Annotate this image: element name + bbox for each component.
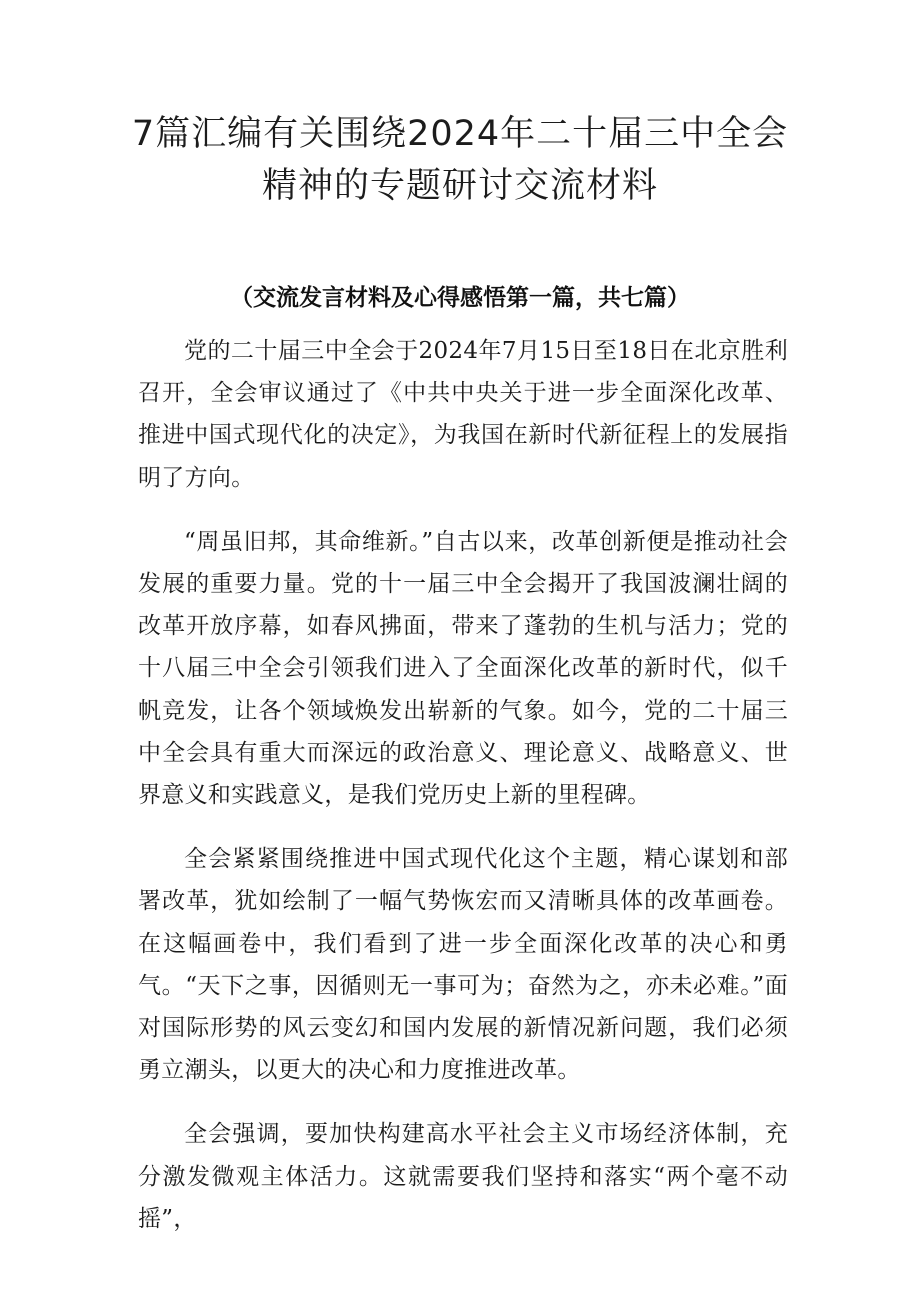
paragraph-4: 全会强调，要加快构建高水平社会主义市场经济体制，充分激发微观主体活力。这就需要我们坚持和落实“两个毫不动摇”， bbox=[138, 1121, 788, 1232]
document-body bbox=[138, 330, 788, 1262]
document-title-line-2: 精神的专题研讨交流材料 bbox=[261, 166, 658, 206]
paragraph-2: “周虽旧邦，其命维新。”自古以来，改革创新便是推动社会发展的重要力量。党的十一届三中全会揭开了我国波澜壮阔的改革开放序幕，如春风拂面，带来了蓬勃的生机与活力；党的十八届三中全会引领我们进入了全面深化改革的新时代，似千帆竞发，让各个领域焕发出崭新的气象。如今，党的二十届三中全会具有重大而深远的政治意义、理论意义、战略意义、世界意义和实践意义，是我们党历史上新的里程碑。 bbox=[138, 528, 788, 809]
document-subtitle: （交流发言材料及心得感悟第一篇，共七篇） bbox=[230, 285, 690, 311]
document-title-line-1: 7篇汇编有关围绕2024年二十届三中全会 bbox=[131, 114, 789, 154]
paragraph-1: 党的二十届三中全会于2024年7月15日至18日在北京胜利召开，全会审议通过了《中共中央关于进一步全面深化改革、推进中国式现代化的决定》，为我国在新时代新征程上的发展指明了方向。 bbox=[138, 338, 788, 491]
paragraph-3: 全会紧紧围绕推进中国式现代化这个主题，精心谋划和部署改革，犹如绘制了一幅气势恢宏而又清晰具体的改革画卷。在这幅画卷中，我们看到了进一步全面深化改革的决心和勇气。“天下之事，因循则无一事可为；奋然为之，亦未必难。”面对国际形势的风云变幻和国内发展的新情况新问题，我们必须勇立潮头，以更大的决心和力度推进改革。 bbox=[138, 846, 788, 1084]
